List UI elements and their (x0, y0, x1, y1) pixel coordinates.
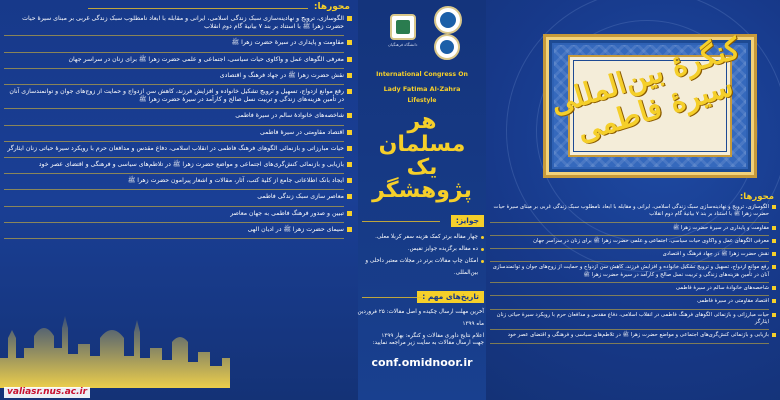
english-title-line1: International Congress On (376, 71, 468, 78)
topic-item: الگوسازی، ترویج و نهادینه‌سازی سبک زندگی اسلامی، ایرانی و مقابله با ابعاد نامطلوب سبک زندگی غربی بر مبنای سیرۀ حیات حضرت زهرا ﷺ با استناد بر بند ۷ بیانیۀ گام دوم انقلاب (4, 14, 352, 33)
english-title-line2: Lady Fatima Al-Zahra (383, 85, 461, 93)
persian-title: کنگرۀ بین‌المللی سیرۀ فاطمی (546, 30, 744, 149)
topics-list-right (490, 204, 776, 346)
topic-item: الگوسازی، ترویج و نهادینه‌سازی سبک زندگی اسلامی، ایرانی و مقابله با ابعاد نامطلوب سبک زندگی غربی بر مبنای سیرۀ حیات حضرت زهرا ﷺ با استناد بر بند ۷ بیانیۀ گام دوم انقلاب (490, 204, 776, 221)
city-skyline-illustration (0, 308, 230, 388)
right-panel (486, 0, 780, 400)
slogan-word: یک (406, 155, 438, 180)
university-site-url[interactable]: valiasr.nus.ac.ir (4, 387, 90, 398)
prize-item: چهار مقاله برتر کمک هزینه سفر کربلا معلی. (358, 231, 484, 243)
topic-item: بازیابی و بازنمائی کنش‌گری‌های اجتماعی و مواضع حضرت زهرا ﷺ در تلاطم‌های سیاسی و فرهنگی و اقتضای عصر خود (490, 332, 776, 341)
conference-site-url[interactable]: conf.omidnoor.ir (371, 356, 473, 369)
middle-panel (358, 0, 486, 400)
topic-item: نقش حضرت زهرا ﷺ در جهاد فرهنگ و اقتصادی (490, 251, 776, 260)
logo-group (358, 4, 486, 60)
topic-item: حیات مبارزاتی و بازنمائی الگوهای فرهنگ فاطمی در انقلاب اسلامی، دفاع مقدس و مدافعان حرم با رویکرد سیرۀ حیاتی زنان ایثارگر (490, 312, 776, 329)
topic-item: شاخصه‌های خانوادۀ سالم در سیرۀ فاطمی (490, 285, 776, 294)
slogan-word: مسلمان (378, 132, 466, 157)
slogan-word: هر (407, 109, 437, 134)
english-title (358, 70, 486, 106)
slogan-word: پژوهشگر (372, 178, 472, 203)
logo-caption: دانشگاه فرهنگیان (388, 42, 418, 47)
topic-item: معرفی الگوهای عمل و واکاوی حیات سیاسی، اجتماعی و علمی حضرت زهرا ﷺ برای زنان در سراسر جهان (490, 238, 776, 247)
divider (362, 221, 440, 222)
divider (362, 297, 422, 298)
prize-item: ده مقاله برگزیده جوایز نفیس. (358, 243, 484, 255)
date-item: آخرین مهلت ارسال چکیده و اصل مقالات: ۲۵ فروردین ماه ۱۳۹۹ (357, 309, 484, 327)
topic-item: نقش حضرت زهرا ﷺ در جهاد فرهنگ و اقتصادی (4, 71, 352, 82)
topic-item: رفع موانع ازدواج، تسهیل و ترویج تشکیل خانواده و افزایش فرزند، کاهش سن ازدواج و حمایت از زوج‌های جوان و توانمندسازی آنان در تأمین هزینه‌های زندگی و تربیت نسل صالح و کارآمد در سیرۀ حضرت زهرا ﷺ (490, 264, 776, 281)
prizes-title: جوایز: (451, 215, 484, 227)
dates-list (352, 306, 484, 342)
topics-header-right: محورها: (739, 192, 774, 202)
topic-item: ایجاد بانک اطلاعاتی جامع از کلیۀ کتب، آثار، مقالات و اشعار پیرامون حضرت زهرا ﷺ (4, 176, 352, 187)
english-title-line3: Lifestyle (407, 97, 437, 104)
topic-item: معاصر سازی سبک زندگی فاطمی (4, 192, 352, 203)
topic-item: رفع موانع ازدواج، تسهیل و ترویج تشکیل خانواده و افزایش فرزند، کاهش سن ازدواج و حمایت از زوج‌های جوان و توانمندسازی آنان در تأمین هزینه‌های زندگی و تربیت نسل صالح و کارآمد در سیرۀ حضرت زهرا ﷺ (4, 87, 352, 106)
prizes-list (358, 231, 484, 279)
topics-header: محورها: (314, 2, 350, 15)
topic-item: مقاومت و پایداری در سیرۀ حضرت زهرا ﷺ (4, 38, 352, 49)
dates-title: تاریخ‌های مهم : (417, 291, 484, 303)
topic-item: بازیابی و بازنمائی کنش‌گری‌های اجتماعی و مواضع حضرت زهرا ﷺ در تلاطم‌های سیاسی و فرهنگی و اقتضای عصر خود (4, 160, 352, 171)
topic-item: معرفی الگوهای عمل و واکاوی حیات سیاسی، اجتماعی و علمی حضرت زهرا ﷺ برای زنان در سراسر جهان (4, 55, 352, 66)
topic-item: اقتصاد مقاومتی در سیرۀ فاطمی (490, 298, 776, 307)
prize-item: امکان چاپ مقالات برتر در مجلات معتبر داخلی و بین‌المللی. (358, 255, 484, 279)
topic-item: اقتصاد مقاومتی در سیرۀ فاطمی (4, 128, 352, 139)
date-item: اعلام نتایج داوری مقالات و کنگره: بهار ۱۳۹۹ (381, 333, 484, 339)
topic-item: تبیین و صدور فرهنگ فاطمی به جهان معاصر (4, 209, 352, 220)
topic-item: شاخصه‌های خانوادۀ سالم در سیرۀ فاطمی (4, 111, 352, 122)
topic-item: حیات مبارزاتی و بازنمائی الگوهای فرهنگ فاطمی در انقلاب اسلامی، دفاع مقدس و مدافعان حرم با رویکرد سیرۀ حیاتی زنان ایثارگر (4, 144, 352, 155)
left-panel (0, 0, 358, 400)
sponsor-logo (434, 6, 462, 34)
omidnoor-logo (434, 34, 460, 60)
slogan (358, 110, 486, 202)
topic-item: مقاومت و پایداری در سیرۀ حضرت زهرا ﷺ (490, 225, 776, 234)
university-logo (388, 14, 418, 47)
topic-item: سیمای حضرت زهرا ﷺ در ادیان الهی (4, 225, 352, 236)
submission-note: جهت ارسال مقالات به سایت زیر مراجعه نمایید: (372, 340, 484, 346)
